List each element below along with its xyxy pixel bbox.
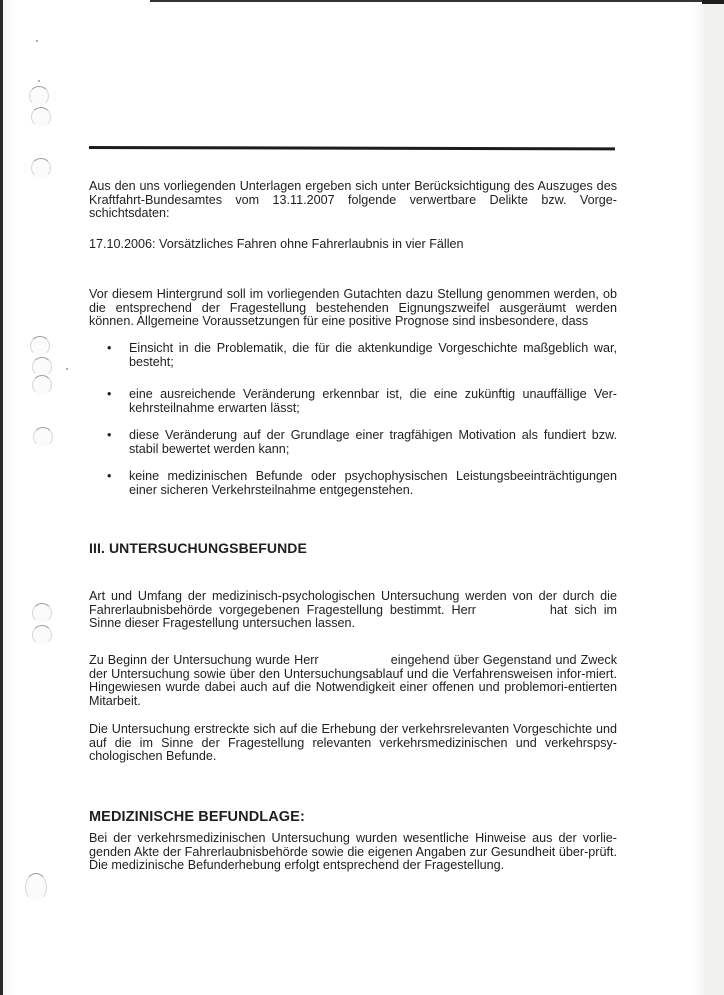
extent-paragraph: Die Untersuchung erstreckte sich auf die Erhebung der verkehrsrelevanten Vorgeschichte und auf die im Sinne der Fragestellung relevanten verkehrsmedizinischen und verkehrspsy-chologischen Befunde.: [89, 722, 617, 763]
bullet-icon: •: [107, 469, 112, 483]
briefing-text-2: eingehend über Gegenstand und Zweck der Untersuchung sowie über den Untersuchungsablauf und die Verfahrensweisen infor-miert. Hingewiesen wurde dabei auch auf die Notwendigkeit einer offenen und problemori-entierten Mitarbeit.: [89, 653, 617, 708]
scope-text-1: Art und Umfang der medizinisch-psychologischen Untersuchung werden von der durch die Fahrerlaubnisbehörde vorgegebenen Fragestellung bestimmt. Herr: [89, 589, 617, 617]
scan-speck: [36, 40, 38, 42]
scope-paragraph: [89, 590, 617, 631]
background-paragraph: Vor diesem Hintergrund soll im vorliegenden Gutachten dazu Stellung genommen werden, ob die entsprechend der Fragestellung bestehenden Eignungszweifel ausgeräumt werden können. Allgemeine Voraussetzungen für eine positive Prognose sind insbesondere, dass: [89, 287, 617, 328]
scan-speck: [38, 80, 40, 82]
condition-text: diese Veränderung auf der Grundlage einer tragfähigen Motivation als fundiert bzw. stabil bewertet werden kann;: [129, 428, 617, 456]
condition-text: keine medizinischen Befunde oder psychophysischen Leistungsbeeinträchtigungen einer sicheren Verkehrsteilnahme entgegenstehen.: [129, 469, 617, 497]
briefing-paragraph: [89, 654, 617, 708]
briefing-text-1: Zu Beginn der Untersuchung wurde Herr: [89, 653, 319, 667]
scan-corner: [702, 0, 724, 4]
scan-edge-top: [150, 0, 724, 2]
offense-entry: 17.10.2006: Vorsätzliches Fahren ohne Fahrerlaubnis in vier Fällen: [89, 237, 464, 251]
medical-paragraph: Bei der verkehrsmedizinischen Untersuchung wurden wesentliche Hinweise aus der vorlie-genden Akte der Fahrerlaubnisbehörde sowie die eigenen Angaben zur Gesundheit über-prüft. Die medizinische Befunderhebung erfolgt entsprechend der Fragestellung.: [89, 831, 617, 872]
punch-hole: [32, 625, 52, 645]
punch-hole: [25, 873, 47, 901]
punch-hole: [32, 375, 52, 395]
scan-speck: [66, 368, 68, 370]
intro-paragraph: Aus den uns vorliegenden Unterlagen ergeben sich unter Berücksichtigung des Auszuges des Kraftfahrt-Bundesamtes vom 13.11.2007 folgende verwertbare Delikte bzw. Vorge-schichtsdaten:: [89, 179, 617, 220]
section-heading: III. UNTERSUCHUNGSBEFUNDE: [89, 540, 307, 556]
condition-text: Einsicht in die Problematik, die für die aktenkundige Vorgeschichte maßgeblich war, besteht;: [129, 341, 617, 369]
punch-hole: [32, 357, 52, 377]
punch-hole: [30, 336, 50, 356]
bullet-icon: •: [107, 341, 112, 355]
punch-hole: [29, 86, 49, 106]
scan-edge-left: [0, 0, 3, 995]
page-edge-shadow: [704, 4, 724, 995]
subsection-heading: MEDIZINISCHE BEFUNDLAGE:: [89, 809, 305, 825]
bullet-icon: •: [107, 428, 112, 442]
punch-hole: [32, 603, 52, 623]
scope-text-2: hat sich im Sinne dieser Fragestellung untersuchen lassen.: [89, 602, 618, 630]
punch-hole: [33, 427, 53, 447]
condition-text: eine ausreichende Veränderung erkennbar ist, die eine zukünftig unauffällige Ver-kehrsteilnahme erwarten lässt;: [129, 387, 617, 415]
punch-hole: [31, 107, 51, 127]
punch-hole: [31, 158, 51, 178]
bullet-icon: •: [107, 387, 112, 401]
header-divider-line: [89, 146, 615, 150]
